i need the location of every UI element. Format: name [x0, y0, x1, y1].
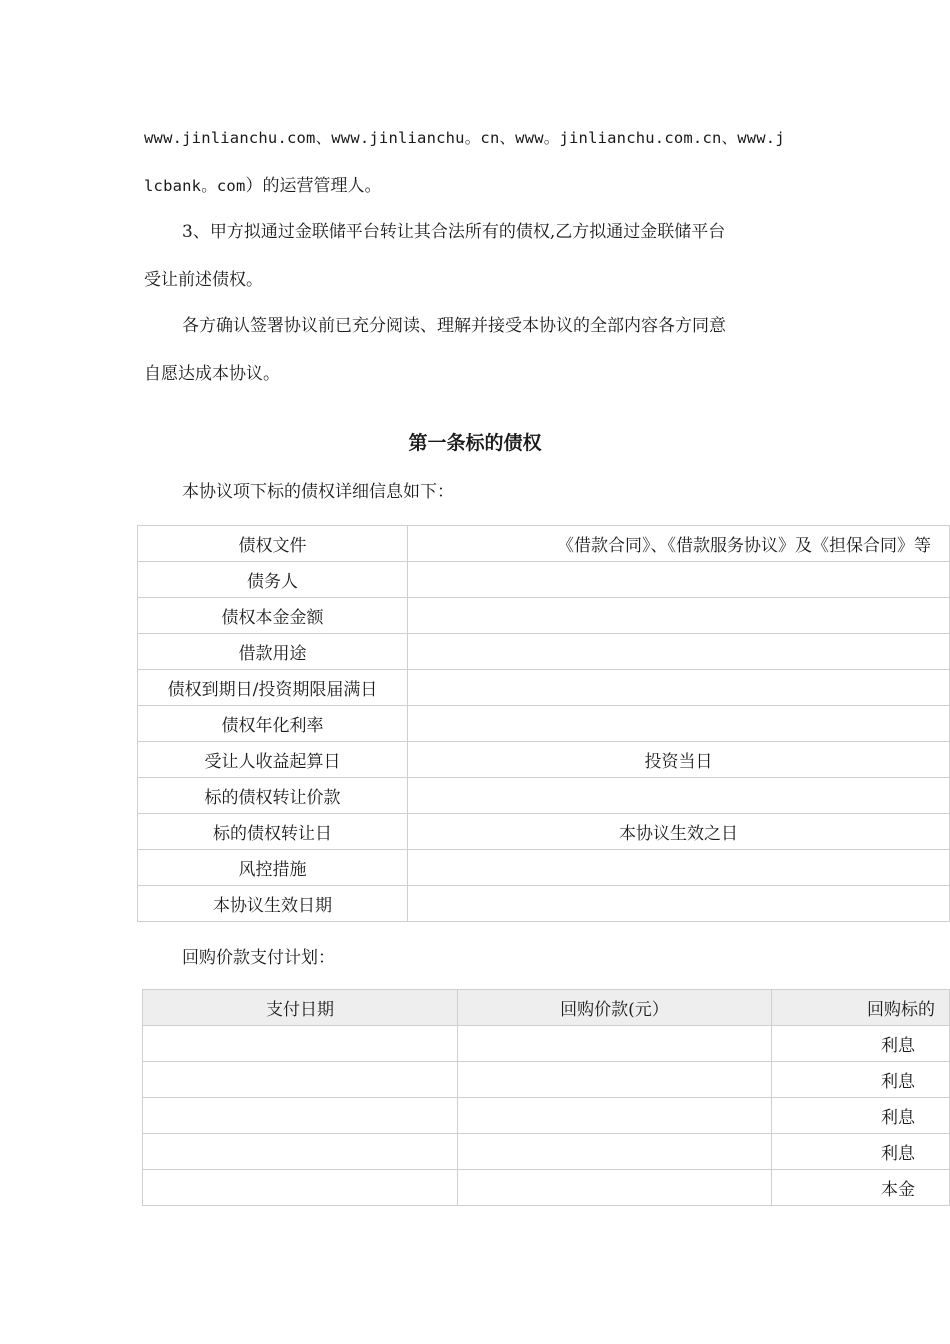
row-value [408, 778, 950, 814]
table-row [138, 778, 950, 814]
row-value: 《借款合同》、《借款服务协议》及《担保合同》等 [408, 526, 950, 562]
row-value [408, 634, 950, 670]
table-row [138, 706, 950, 742]
cell-amount [458, 1170, 772, 1206]
row-label: 债权文件 [138, 526, 408, 562]
header-target: 回购标的 [772, 990, 950, 1026]
row-value [408, 886, 950, 922]
cell-amount [458, 1098, 772, 1134]
row-label: 债权到期日/投资期限届满日 [138, 670, 408, 706]
claim-info-table [137, 525, 950, 922]
row-value: 投资当日 [408, 742, 950, 778]
header-amount: 回购价款(元） [458, 990, 772, 1026]
cell-target: 利息 [772, 1062, 950, 1098]
operator-text: ）的运营管理人。 [245, 176, 382, 196]
row-label: 借款用途 [138, 634, 408, 670]
cell-target: 利息 [772, 1026, 950, 1062]
table-row [143, 1026, 950, 1062]
cell-date [143, 1062, 458, 1098]
table-row [138, 814, 950, 850]
table-row [138, 634, 950, 670]
table-row [143, 1170, 950, 1206]
paragraph-line-transfer: 3、甲方拟通过金联储平台转让其合法所有的债权,乙方拟通过金联储平台 [182, 222, 726, 242]
cell-amount [458, 1134, 772, 1170]
payment-intro: 回购价款支付计划： [182, 948, 335, 968]
url-fragment: lcbank。com [144, 177, 246, 195]
row-value [408, 850, 950, 886]
cell-target: 利息 [772, 1098, 950, 1134]
row-value [408, 598, 950, 634]
cell-amount [458, 1026, 772, 1062]
row-value [408, 706, 950, 742]
cell-date [143, 1170, 458, 1206]
row-label: 标的债权转让价款 [138, 778, 408, 814]
row-label: 债权年化利率 [138, 706, 408, 742]
cell-target: 本金 [772, 1170, 950, 1206]
cell-date [143, 1026, 458, 1062]
table-row [138, 526, 950, 562]
section-title: 第一条标的债权 [408, 432, 542, 454]
row-value [408, 670, 950, 706]
table-row [138, 742, 950, 778]
table-row [138, 670, 950, 706]
table-header-row [143, 990, 950, 1026]
section-intro: 本协议项下标的债权详细信息如下： [182, 482, 454, 502]
paragraph-line-urls: www.jinlianchu.com、www.jinlianchu。cn、www。jinlianchu.com.cn、www.j [144, 129, 785, 147]
table-row [143, 1098, 950, 1134]
row-label: 风控措施 [138, 850, 408, 886]
row-label: 本协议生效日期 [138, 886, 408, 922]
row-value: 本协议生效之日 [408, 814, 950, 850]
cell-target: 利息 [772, 1134, 950, 1170]
cell-date [143, 1134, 458, 1170]
table-row [138, 850, 950, 886]
payment-plan-table [142, 989, 950, 1206]
row-label: 标的债权转让日 [138, 814, 408, 850]
row-value [408, 562, 950, 598]
table-row [138, 562, 950, 598]
header-payment-date: 支付日期 [143, 990, 458, 1026]
paragraph-line-transfer-cont: 受让前述债权。 [144, 270, 263, 290]
cell-amount [458, 1062, 772, 1098]
paragraph-line-confirm-cont: 自愿达成本协议。 [144, 364, 280, 384]
table-row [138, 598, 950, 634]
row-label: 受让人收益起算日 [138, 742, 408, 778]
paragraph-line-confirm: 各方确认签署协议前已充分阅读、理解并接受本协议的全部内容各方同意 [182, 316, 726, 336]
table-row [138, 886, 950, 922]
cell-date [143, 1098, 458, 1134]
row-label: 债务人 [138, 562, 408, 598]
table-row [143, 1062, 950, 1098]
paragraph-line-operator [144, 174, 382, 198]
table-row [143, 1134, 950, 1170]
row-label: 债权本金金额 [138, 598, 408, 634]
